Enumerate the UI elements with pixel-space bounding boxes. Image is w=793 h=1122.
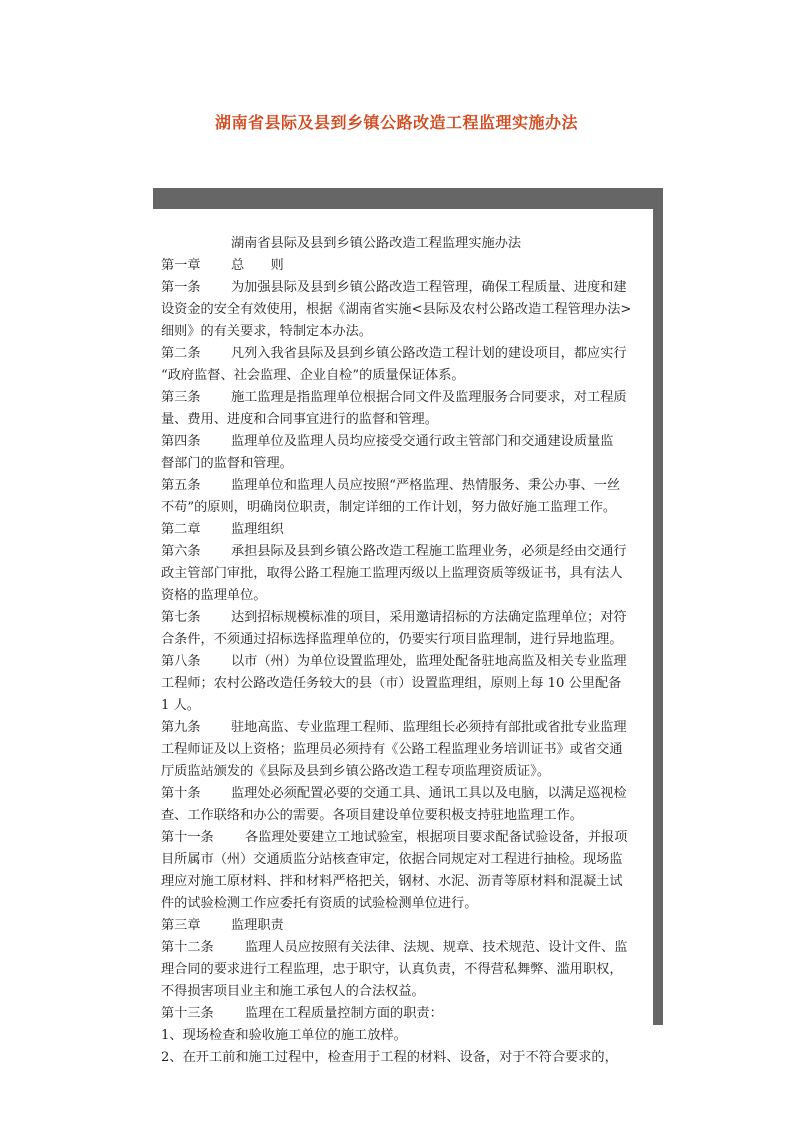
line-text: 凡列入我省县际及县到乡镇公路改造工程计划的建设项目，都应实行: [231, 346, 627, 361]
body-line: [161, 871, 649, 893]
body-line: [161, 761, 649, 783]
line-text: 工程师；农村公路改造任务较大的县（市）设置监理组，原则上每 10 公里配备: [161, 676, 622, 691]
line-text: 资格的监理单位。: [161, 588, 267, 603]
line-text: 监理职责: [231, 918, 284, 933]
body-line: [161, 695, 649, 717]
article-line: [161, 827, 649, 849]
article-line: [161, 937, 649, 959]
body-line: [161, 893, 649, 915]
line-text: 目所属市（州）交通质监分站核查审定，依据合同规定对工程进行抽检。现场监: [161, 852, 623, 867]
line-label: 第一章: [161, 258, 201, 273]
article-line: [161, 783, 649, 805]
article-line: [161, 431, 649, 453]
article-line: [161, 541, 649, 563]
line-text: 达到招标规模标准的项目，采用邀请招标的方法确定监理单位；对符: [231, 610, 627, 625]
line-text: 监理单位及监理人员均应接受交通行政主管部门和交通建设质量监: [231, 434, 614, 449]
line-text: 监理人员应按照有关法律、法规、规章、技术规范、设计文件、监: [245, 940, 628, 955]
body-line: [161, 959, 649, 981]
body-line: [161, 585, 649, 607]
line-label: 第一条: [161, 280, 201, 295]
line-text: 1、现场检查和验收施工单位的施工放样。: [161, 1028, 407, 1043]
line-text: 2、在开工前和施工过程中，检查用于工程的材料、设备，对于不符合要求的，: [161, 1050, 618, 1065]
line-text: 件的试验检测工作应委托有资质的试验检测单位进行。: [161, 896, 478, 911]
line-label: 第八条: [161, 654, 201, 669]
line-text: 理应对施工原材料、拌和材料严格把关，钢材、水泥、沥青等原材料和混凝土试: [161, 874, 623, 889]
article-line: [161, 343, 649, 365]
line-text: 监理组织: [231, 522, 284, 537]
line-text: 监理单位和监理人员应按照“严格监理、热情服务、秉公办事、一丝: [231, 478, 621, 493]
line-text: 设资金的安全有效使用，根据《湖南省实施<县际及农村公路改造工程管理办法>: [161, 302, 632, 317]
line-label: 第十条: [161, 786, 201, 801]
line-text: 承担县际及县到乡镇公路改造工程施工监理业务，必须是经由交通行: [231, 544, 627, 559]
body-line: [161, 981, 649, 1003]
line-label: 第二条: [161, 346, 201, 361]
line-label: 第七条: [161, 610, 201, 625]
line-text: 督部门的监督和管理。: [161, 456, 293, 471]
line-text: 合条件，不须通过招标选择监理单位的，仍要实行项目监理制，进行异地监理。: [161, 632, 623, 647]
line-label: 第三章: [161, 918, 201, 933]
article-line: [161, 717, 649, 739]
document-title: 湖南省县际及县到乡镇公路改造工程监理实施办法: [214, 113, 578, 132]
line-text: 湖南省县际及县到乡镇公路改造工程监理实施办法: [231, 236, 522, 251]
line-label: 第九条: [161, 720, 201, 735]
line-text: “政府监督、社会监理、企业自检”的质量保证体系。: [161, 368, 465, 383]
line-text: 1 人。: [161, 698, 200, 713]
body-line: [161, 299, 649, 321]
chapter-heading: [161, 255, 649, 277]
line-text: 监理在工程质量控制方面的职责：: [245, 1006, 443, 1021]
line-text: 为加强县际及县到乡镇公路改造工程管理，确保工程质量、进度和建: [231, 280, 627, 295]
body-line: [161, 739, 649, 761]
body-line: [161, 563, 649, 585]
frame-top-bar: [153, 188, 663, 209]
line-text: 量、费用、进度和合同事宜进行的监督和管理。: [161, 412, 438, 427]
frame-right-border: [653, 209, 663, 1025]
line-text: 政主管部门审批，取得公路工程施工监理丙级以上监理资质等级证书，具有法人: [161, 566, 623, 581]
line-label: 第六条: [161, 544, 201, 559]
line-text: 施工监理是指监理单位根据合同文件及监理服务合同要求，对工程质: [231, 390, 627, 405]
body-line: [161, 453, 649, 475]
article-line: [161, 475, 649, 497]
body-line: [161, 629, 649, 651]
article-line: [161, 651, 649, 673]
line-label: 第十二条: [161, 940, 214, 955]
line-label: 第五条: [161, 478, 201, 493]
chapter-heading: [161, 915, 649, 937]
line-text: 不苟”的原则，明确岗位职责，制定详细的工作计划，努力做好施工监理工作。: [161, 500, 617, 515]
line-text: 不得损害项目业主和施工承包人的合法权益。: [161, 984, 425, 999]
line-text: 理合同的要求进行工程监理，忠于职守，认真负责，不得营私舞弊、滥用职权，: [161, 962, 623, 977]
line-text: 查、工作联络和办公的需要。各项目建设单位要积极支持驻地监理工作。: [161, 808, 583, 823]
list-item: [161, 1047, 649, 1069]
body-line: [161, 805, 649, 827]
document-body: [161, 233, 649, 1069]
line-text: 驻地高监、专业监理工程师、监理组长必须持有部批或省批专业监理: [231, 720, 627, 735]
line-text: 工程师证及以上资格；监理员必须持有《公路工程监理业务培训证书》或省交通: [161, 742, 623, 757]
line-label: 第十三条: [161, 1006, 214, 1021]
body-line: [161, 849, 649, 871]
body-line: [161, 673, 649, 695]
line-label: 第三条: [161, 390, 201, 405]
line-text: 厅质监站颁发的《县际及县到乡镇公路改造工程专项监理资质证》。: [161, 764, 551, 779]
line-label: 第四条: [161, 434, 201, 449]
body-line: [161, 409, 649, 431]
line-text: 总 则: [231, 258, 284, 273]
line-text: 各监理处要建立工地试验室，根据项目要求配备试验设备，并报项: [245, 830, 628, 845]
article-line: [161, 387, 649, 409]
line-text: 细则》的有关要求，特制定本办法。: [161, 324, 372, 339]
line-text: 以市（州）为单位设置监理处，监理处配备驻地高监及相关专业监理: [231, 654, 627, 669]
article-line: [161, 607, 649, 629]
body-line: [161, 365, 649, 387]
line-text: 监理处必须配置必要的交通工具、通讯工具以及电脑，以满足巡视检: [231, 786, 627, 801]
body-line: [161, 497, 649, 519]
list-item: [161, 1025, 649, 1047]
body-line: [161, 321, 649, 343]
chapter-heading: [161, 519, 649, 541]
body-line: [161, 233, 649, 255]
line-label: 第十一条: [161, 830, 214, 845]
line-label: 第二章: [161, 522, 201, 537]
article-line: [161, 1003, 649, 1025]
article-line: [161, 277, 649, 299]
